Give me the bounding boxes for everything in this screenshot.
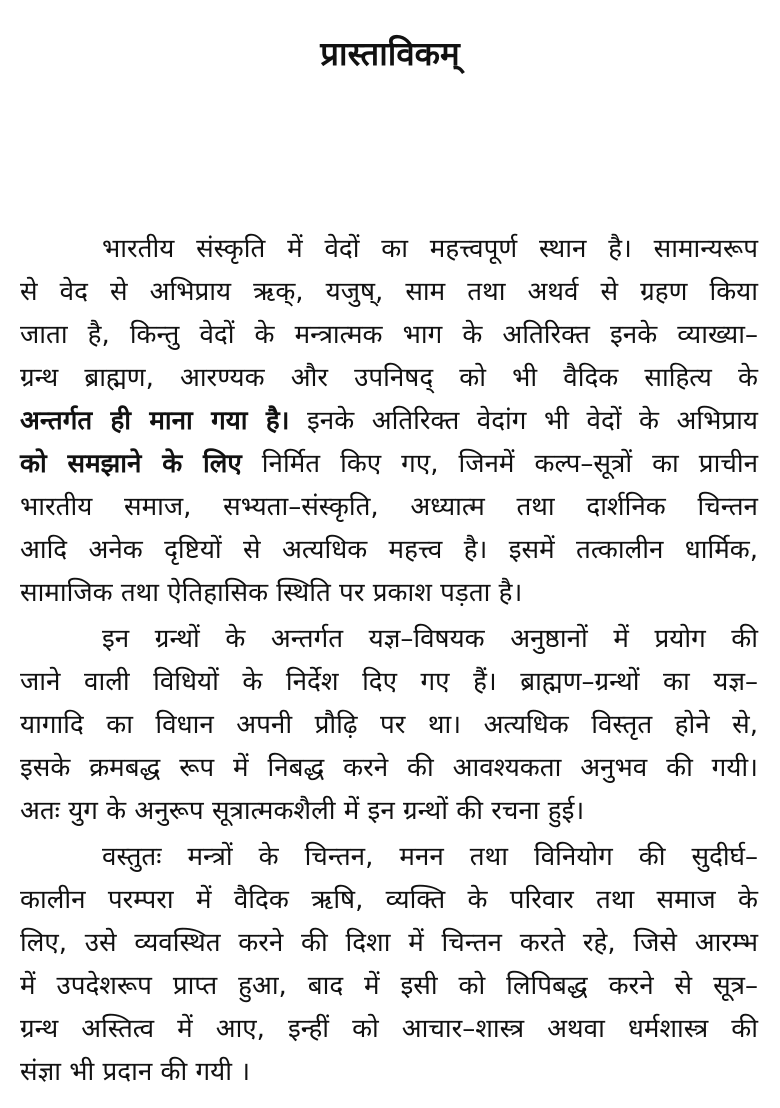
bold-text: को समझाने के लिए (20, 449, 242, 479)
text-line (20, 1051, 758, 1094)
text-line (20, 529, 758, 572)
bold-text: अन्तर्गत ही माना गया है। (20, 406, 290, 436)
text-segment: ग्रन्थ ब्राह्मण, आरण्यक और उपनिषद् को भी वैदिक साहित्य के (20, 363, 758, 393)
text-line (20, 228, 758, 271)
text-segment: से वेद से अभिप्राय ऋक्, यजुष्, साम तथा अथर्व से ग्रहण किया (20, 277, 758, 307)
text-segment: ग्रन्थ अस्तित्व में आए, इन्हीं को आचार–शास्त्र अथवा धर्मशास्त्र की (20, 1014, 758, 1044)
text-segment: इसके क्रमबद्ध रूप में निबद्ध करने की आवश्यकता अनुभव की गयी। (20, 753, 758, 783)
text-segment: संज्ञा भी प्रदान की गयी । (20, 1057, 251, 1087)
text-segment: भारतीय समाज, सभ्यता–संस्कृति, अध्यात्म तथा दार्शनिक चिन्तन (20, 492, 758, 522)
text-segment: इन ग्रन्थों के अन्तर्गत यज्ञ–विषयक अनुष्ठानों में प्रयोग की (102, 624, 758, 654)
text-line (20, 572, 758, 615)
text-line (20, 704, 758, 747)
text-segment: लिए, उसे व्यवस्थित करने की दिशा में चिन्तन करते रहे, जिसे आरम्भ (20, 928, 758, 958)
text-segment: वस्तुतः मन्त्रों के चिन्तन, मनन तथा विनियोग की सुदीर्घ– (102, 842, 758, 872)
paragraph (20, 836, 758, 1094)
text-line (20, 400, 758, 443)
document-body (20, 228, 758, 1097)
text-line (20, 314, 758, 357)
text-segment: जाता है, किन्तु वेदों के मन्त्रात्मक भाग के अतिरिक्त इनके व्याख्या– (20, 320, 758, 350)
page-title: प्रास्ताविकम् (320, 34, 460, 73)
text-segment: इनके अतिरिक्त वेदांग भी वेदों के अभिप्राय (289, 406, 758, 436)
text-line (20, 271, 758, 314)
text-line (20, 486, 758, 529)
text-line (20, 965, 758, 1008)
text-segment: में उपदेशरूप प्राप्त हुआ, बाद में इसी को लिपिबद्ध करने से सूत्र– (20, 971, 758, 1001)
text-segment: निर्मित किए गए, जिनमें कल्प–सूत्रों का प्राचीन (241, 449, 758, 479)
text-line (20, 618, 758, 661)
text-line (20, 879, 758, 922)
text-segment: यागादि का विधान अपनी प्रौढ़ि पर था। अत्यधिक विस्तृत होने से, (20, 710, 758, 740)
text-line (20, 1008, 758, 1051)
text-line (20, 836, 758, 879)
text-segment: सामाजिक तथा ऐतिहासिक स्थिति पर प्रकाश पड़ता है। (20, 578, 523, 608)
text-segment: भारतीय संस्कृति में वेदों का महत्त्वपूर्ण स्थान है। सामान्यरूप (102, 234, 758, 264)
text-line (20, 661, 758, 704)
text-segment: कालीन परम्परा में वैदिक ऋषि, व्यक्ति के परिवार तथा समाज के (20, 885, 758, 915)
paragraph (20, 228, 758, 615)
text-segment: आदि अनेक दृष्टियों से अत्यधिक महत्त्व है। इसमें तत्कालीन धार्मिक, (20, 535, 758, 565)
text-segment: जाने वाली विधियों के निर्देश दिए गए हैं। ब्राह्मण–ग्रन्थों का यज्ञ– (20, 667, 758, 697)
text-line (20, 357, 758, 400)
text-line (20, 790, 758, 833)
text-line (20, 922, 758, 965)
text-line (20, 747, 758, 790)
text-line (20, 443, 758, 486)
text-segment: अतः युग के अनुरूप सूत्रात्मकशैली में इन ग्रन्थों की रचना हुई। (20, 796, 585, 826)
paragraph (20, 618, 758, 833)
